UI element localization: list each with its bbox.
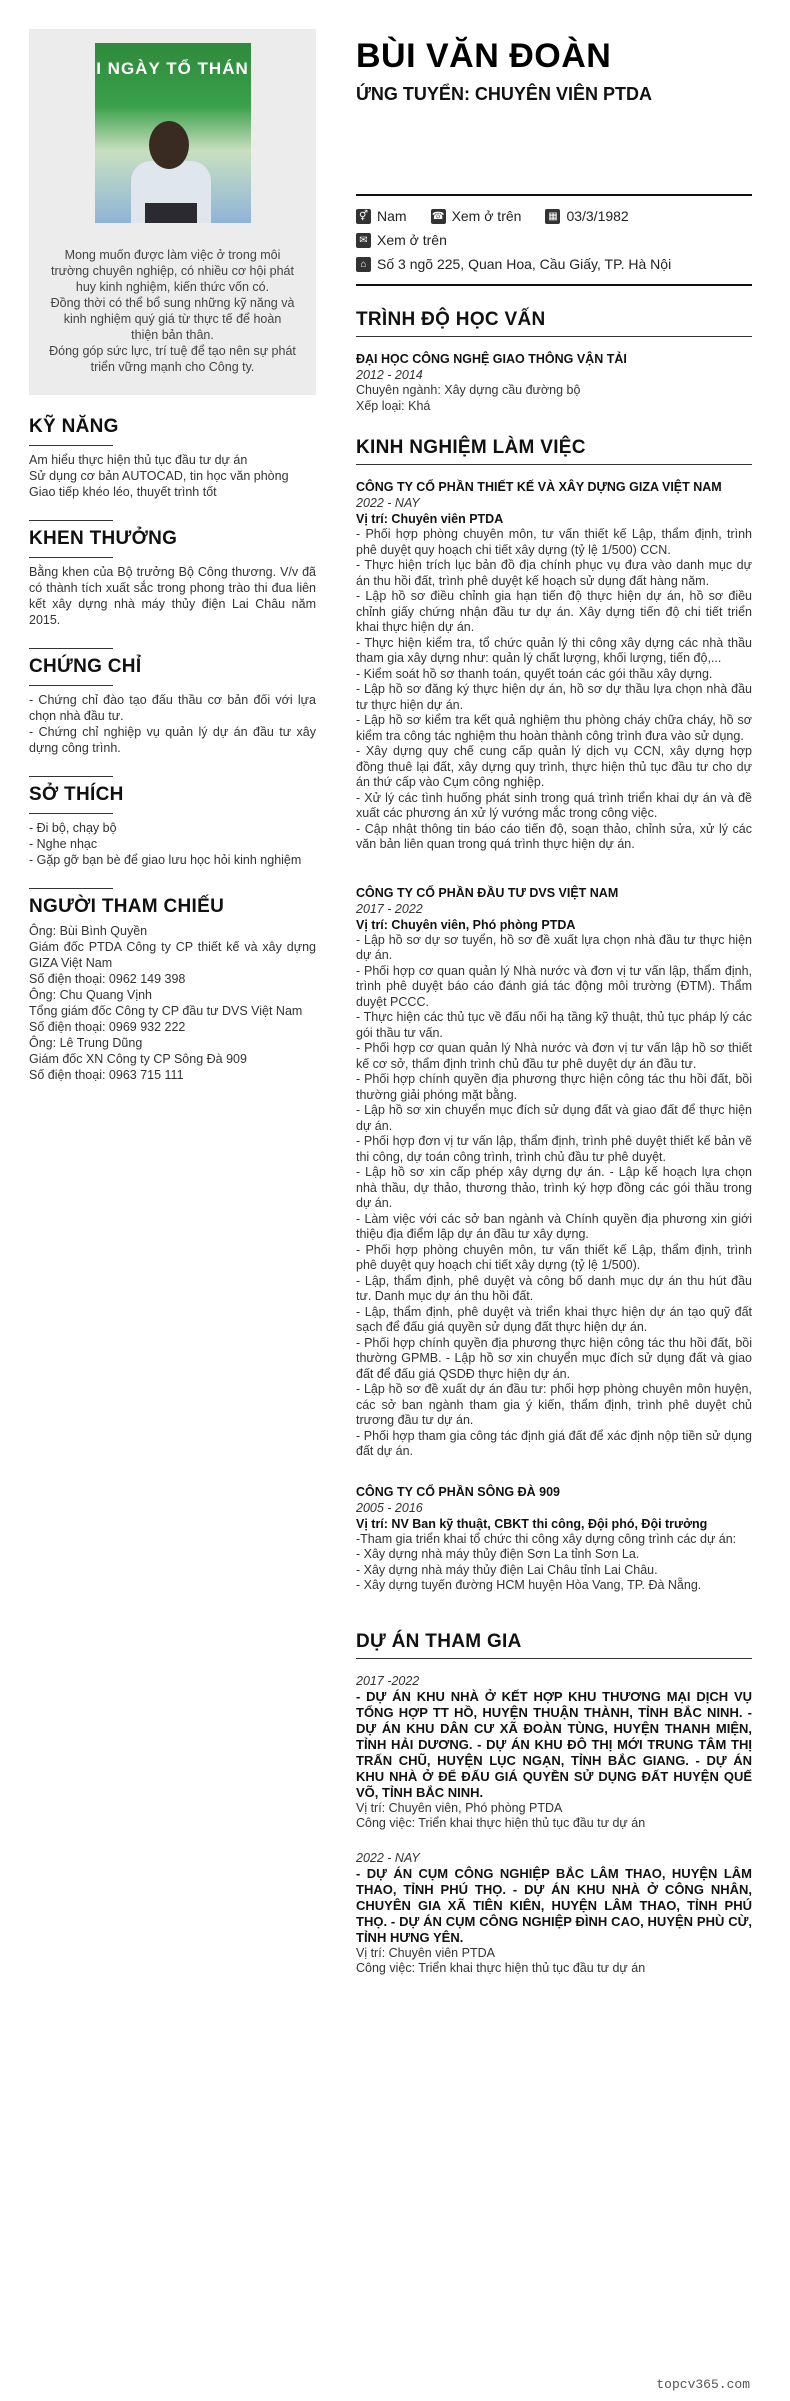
experience-item [356,1484,752,1594]
section-title: KỸ NĂNG [29,416,119,437]
divider [29,685,113,686]
reference-role: Giám đốc PTDA Công ty CP thiết kế và xây dựng GIZA Việt Nam [29,940,316,970]
experience-date: 2017 - 2022 [356,901,423,916]
education-grade: Xếp loại: Khá [356,398,431,413]
project-date: 2017 -2022 [356,1673,420,1688]
divider [29,445,113,446]
reference-phone: Số điện thoại: 0963 715 111 [29,1068,184,1082]
project-description: - DỰ ÁN CỤM CÔNG NGHIỆP BẮC LÂM THAO, HUYỆN LÂM THAO, TỈNH PHÚ THỌ. - DỰ ÁN KHU NHÀ Ở CÔNG NHÂN, CHUYÊN GIA XÃ TIÊN KIÊN, HUYỆN LÂM THAO, TỈNH PHÚ THỌ. - DỰ ÁN CỤM CÔNG NGHIỆP ĐÌNH CAO, HUYỆN PHÙ CỪ, TỈNH HƯNG YÊN. [356,1865,752,1945]
section-title: CHỨNG CHỈ [29,656,142,677]
phone-icon: ☎ [431,210,445,222]
project-work: Công việc: Triển khai thực hiện thủ tục đầu tư dự án [356,1961,646,1975]
reference-role: Giám đốc XN Công ty CP Sông Đà 909 [29,1052,247,1066]
project-item [356,1850,752,1977]
reference-name: Ông: Bùi Bình Quyền [29,924,148,938]
birthday-value: 03/3/1982 [566,208,629,224]
hobbies-section [29,776,316,868]
divider [29,557,113,558]
experience-item [356,885,752,1460]
certificate-item: - Chứng chỉ nghiệp vụ quản lý dự án đầu tư xây dựng công trình. [29,725,316,755]
projects-section [356,1630,752,1977]
skill-item: Am hiểu thực hiện thủ tục đầu tư dự án [29,453,248,467]
experience-description: -Tham gia triển khai tổ chức thi công xây dựng công trình các dự án: - Xây dựng nhà máy thủy điện Sơn La tỉnh Sơn La. - Xây dựng nhà máy thủy điện Lai Châu tỉnh Lai Châu. - Xây dựng tuyến đường HCM huyện Hòa Vang, TP. Đà Nẵng. [356,1531,737,1592]
personal-info [356,194,752,286]
project-item [356,1673,752,1832]
skill-item: Sử dụng cơ bản AUTOCAD, tin học văn phòng [29,469,289,483]
right-column [356,30,752,1995]
reference-item [29,923,316,987]
divider [29,813,113,814]
reference-name: Ông: Chu Quang Vịnh [29,988,152,1002]
education-major: Chuyên ngành: Xây dựng cầu đường bộ [356,383,581,397]
experience-section [356,437,752,1594]
skill-item: Giao tiếp khéo léo, thuyết trình tốt [29,485,217,499]
certificate-item: - Chứng chỉ đào tạo đấu thầu cơ bản đối với lựa chọn nhà đầu tư. [29,693,316,723]
project-role: Vị trí: Chuyên viên, Phó phòng PTDA [356,1800,563,1815]
photo-banner: I NGÀY TỔ THÁN [96,59,249,78]
experience-description: - Lập hồ sơ dự sơ tuyển, hồ sơ đề xuất lựa chọn nhà đầu tư thực hiện dự án. - Phối hợp cơ quan quản lý Nhà nước và đơn vị tư vấn lập, thẩm định, trình phê duyệt báo cáo đánh giá tác động môi trường (ĐTM). Thẩm duyệt PCCC. - Thực hiện các thủ tục về đấu nối hạ tầng kỹ thuật, thủ tục pháp lý các gói thầu tư vấn. - Phối hợp cơ quan quản lý Nhà nước và đơn vị tư vấn lập hồ sơ thiết kế cơ sở, thẩm định trình chủ đầu tư phê duyệt dự án đầu tư. - Phối hợp chính quyền địa phương thực hiện công tác thu hồi đất, bồi thường giải phóng mặt bằng. - Lập hồ sơ xin chuyển mục đích sử dụng đất và giao đất để thực hiện dự án. - Phối hợp đơn vị tư vấn lập, thẩm định, trình phê duyệt thiết kế bản vẽ thi công, dự toán công trình, trình chủ đầu tư phê duyệt. - Lập hồ sơ xin cấp phép xây dựng dự án. - Lập kế hoạch lựa chọn nhà thầu, dự thảo, thương thảo, trình ký hợp đồng các gói thầu trong dự án. - Làm việc với các sở ban ngành và Chính quyền địa phương xin giới thiệu địa điểm lập dự án đầu tư xây dựng. - Phối hợp phòng chuyên môn, tư vấn thiết kế Lập, thẩm định, trình phê duyệt quy hoạch chi tiết xây dựng (tỷ lệ 1/500). - Lập, thẩm định, phê duyệt và công bố danh mục dự án thu hút đầu tư. Danh mục dự án thu hồi đất. - Lập, thẩm định, phê duyệt và triển khai thực hiện dự án tạo quỹ đất sạch để đấu giá quyền sử dụng đất thực hiện dự án. - Phối hợp chính quyền địa phương thực hiện công tác thu hồi đất, bồi thường GPMB. - Lập hồ sơ xin chuyển mục đích sử dụng đất và giao đất để đấu giá QSDĐ thực hiện dự án. - Lập hồ sơ đề xuất dự án đầu tư: phối hợp phòng chuyên môn huyện, các sở ban ngành tham gia ý kiến, thẩm định, trình phê duyệt chủ trương đầu tư dự án. - Phối hợp tham gia công tác định giá đất để xác định nộp tiền sử dụng đất dự án. [356,932,752,1458]
reference-item [29,1035,316,1083]
section-title: DỰ ÁN THAM GIA [356,1630,522,1652]
award-text: Bằng khen của Bộ trưởng Bộ Công thương. V/v đã có thành tích xuất sắc trong phong trào thi đua liên kết xây dựng nhà máy thủy điện Lai Châu năm 2015. [29,565,316,627]
gender-value: Nam [377,208,407,224]
experience-role: Vị trí: Chuyên viên, Phó phòng PTDA [356,917,576,932]
reference-name: Ông: Lê Trung Dũng [29,1036,143,1050]
section-title: KHEN THƯỞNG [29,528,178,549]
section-title: TRÌNH ĐỘ HỌC VẤN [356,309,546,330]
watermark: topcv365.com [656,2377,750,2392]
hobby-item: - Đi bộ, chạy bộ [29,821,117,835]
reference-phone: Số điện thoại: 0969 932 222 [29,1020,186,1034]
objective-line: Đồng thời có thể bổ sung những kỹ năng và kinh nghiệm quý giá từ thực tế để hoàn thiện bản thân. [50,296,295,342]
experience-role: Vị trí: Chuyên viên PTDA [356,512,504,526]
experience-role: Vị trí: NV Ban kỹ thuật, CBKT thi công, Đội phó, Đội trưởng [356,1516,708,1531]
references-section [29,888,316,1083]
project-role: Vị trí: Chuyên viên PTDA [356,1945,495,1960]
experience-description: - Phối hợp phòng chuyên môn, tư vấn thiết kế Lập, thẩm định, trình phê duyệt quy hoạch chi tiết xây dựng (tỷ lệ 1/500) CCN. - Thực hiện trích lục bản đồ địa chính phục vụ đưa vào danh mục dự án thu hồi đất, trình phê duyệt kế hoạch sử dụng đất hàng năm. - Lập hồ sơ điều chỉnh gia hạn tiến độ thực hiện dự án, hồ sơ điều chỉnh giấy chứng nhận đầu tư dự án. Xây dựng tiến độ chi tiết triển khai thực hiện dự án. - Thực hiện kiểm tra, tổ chức quản lý thi công xây dựng các nhà thầu tham gia xây dựng như: quản lý chất lượng, khối lượng, tiến độ,... - Kiểm soát hồ sơ thanh toán, quyết toán các gói thầu xây dựng. - Lập hồ sơ đăng ký thực hiện dự án, hồ sơ dự thầu lựa chọn nhà đầu tư thực hiện dự án. - Lập hồ sơ kiểm tra kết quả nghiệm thu phòng cháy chữa cháy, hồ sơ kiểm tra công tác nghiệm thu hoàn thành công trình đưa vào sử dụng. - Xây dựng quy chế cung cấp quản lý dịch vụ CCN, xây dựng hợp đồng thuê lại đất, xây dựng quy trình, thực hiện thủ tục đầu tư cho dự án thứ cấp vào Cụm công nghiệp. - Xử lý các tình huống phát sinh trong quá trình triển khai dự án và đề xuất các phương án xử lý vướng mắc trong công việc. - Cập nhật thông tin báo cáo tiến độ, soạn thảo, chỉnh sửa, xử lý các văn bản liên quan trong quá trình thực hiện dự án. [356,527,752,851]
divider [29,888,113,889]
skills-section [29,416,316,500]
experience-item [356,479,752,853]
calendar-icon: ▦ [545,209,560,224]
education-section [356,309,752,414]
section-title: SỞ THÍCH [29,784,124,805]
divider [356,1658,752,1659]
location-icon: ⌂ [356,257,371,272]
reference-item [29,987,316,1035]
certificates-section [29,648,316,756]
divider [29,648,113,649]
phone-value: Xem ở trên [451,208,522,224]
company-name: CÔNG TY CỔ PHẦN SÔNG ĐÀ 909 [356,1484,560,1499]
career-objective [49,247,296,375]
company-name: CÔNG TY CỔ PHẦN ĐẦU TƯ DVS VIỆT NAM [356,885,619,900]
reference-phone: Số điện thoại: 0962 149 398 [29,972,186,986]
divider [356,336,752,337]
profile-photo [95,43,251,223]
section-title: KINH NGHIỆM LÀM VIỆC [356,437,586,458]
project-date: 2022 - NAY [356,1850,420,1865]
divider [29,776,113,777]
awards-section [29,520,316,628]
education-date: 2012 - 2014 [356,368,423,382]
email-value: Xem ở trên [377,232,447,248]
hobby-item: - Gặp gỡ bạn bè để giao lưu học hỏi kinh nghiệm [29,853,302,867]
profile-box [29,29,316,395]
section-title: NGƯỜI THAM CHIẾU [29,896,225,917]
divider [29,520,113,521]
candidate-name: BÙI VĂN ĐOÀN [356,37,612,75]
objective-line: Đóng góp sức lực, trí tuệ để tạo nên sự phát triển vững mạnh cho Công ty. [49,344,296,374]
school-name: ĐẠI HỌC CÔNG NGHỆ GIAO THÔNG VẬN TẢI [356,352,627,366]
experience-date: 2005 - 2016 [356,1500,423,1515]
experience-date: 2022 - NAY [356,496,420,510]
address-value: Số 3 ngõ 225, Quan Hoa, Cầu Giấy, TP. Hà Nội [377,256,672,272]
company-name: CÔNG TY CỔ PHẦN THIẾT KẾ VÀ XÂY DỰNG GIZA VIỆT NAM [356,480,722,494]
email-icon: ✉ [356,233,371,248]
reference-role: Tổng giám đốc Công ty CP đầu tư DVS Việt Nam [29,1004,303,1018]
objective-line: Mong muốn được làm việc ở trong môi trường chuyên nghiệp, có nhiều cơ hội phát huy kinh nghiệm, kiến thức vốn có. [51,248,294,294]
gender-icon: ⚥ [356,209,371,224]
project-description: - DỰ ÁN KHU NHÀ Ở KẾT HỢP KHU THƯƠNG MẠI DỊCH VỤ TỔNG HỢP TT HỒ, HUYỆN THUẬN THÀNH, TỈNH BẮC NINH. - DỰ ÁN KHU DÂN CƯ XÃ ĐOÀN TÙNG, HUYỆN THANH MIỆN, TỈNH HẢI DƯƠNG. - DỰ ÁN KHU ĐÔ THỊ MỚI TRUNG TÂM THỊ TRẤN CHŨ, HUYỆN LỤC NGẠN, TỈNH BẮC GIANG. - DỰ ÁN KHU NHÀ Ở ĐỂ ĐẤU GIÁ QUYỀN SỬ DỤNG ĐẤT HUYỆN QUẾ VÕ, TỈNH BẮC NINH. [356,1688,752,1800]
hobby-item: - Nghe nhạc [29,837,98,851]
left-column [29,29,316,1083]
project-work: Công việc: Triển khai thực hiện thủ tục đầu tư dự án [356,1816,646,1830]
applied-position: ỨNG TUYỂN: CHUYÊN VIÊN PTDA [356,84,652,104]
divider [356,464,752,465]
